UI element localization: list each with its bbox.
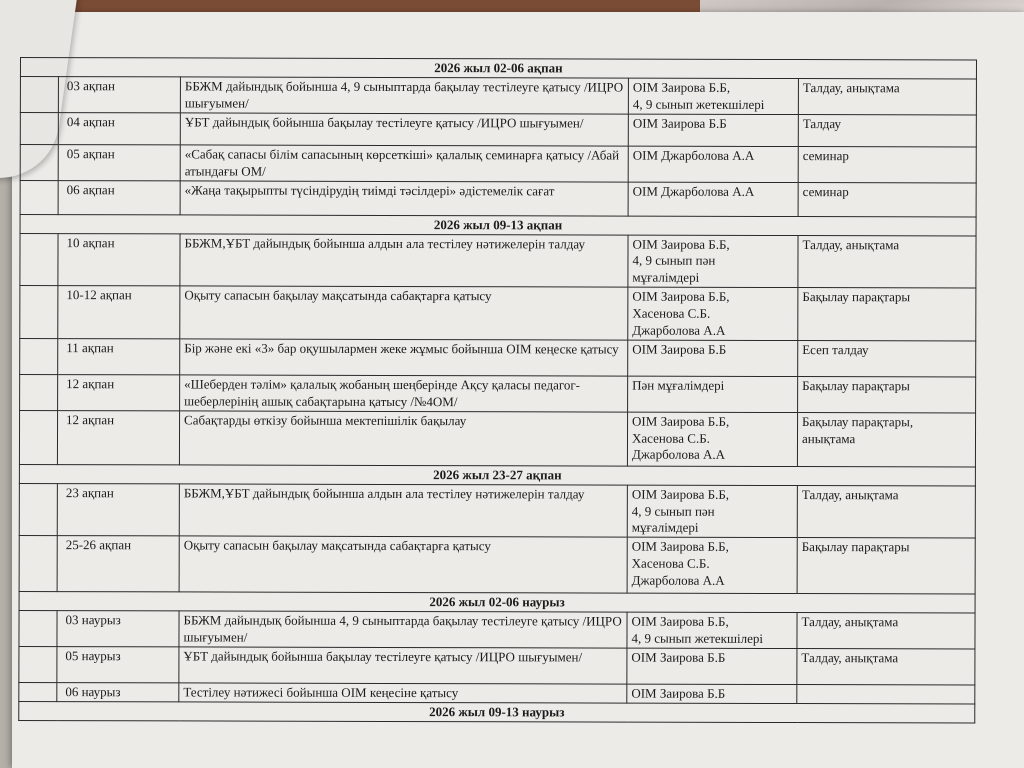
responsible-cell: ОІМ Заирова Б.Б, 4, 9 сынып жетекшілері: [628, 78, 798, 114]
event-cell: Оқыту сапасын бақылау мақсатында сабақтарға қатысу: [179, 536, 627, 593]
date-cell: 05 наурыз: [57, 647, 179, 683]
schedule-table: [18, 57, 977, 724]
index-cell: [19, 410, 57, 464]
table-row: [20, 233, 976, 288]
form-cell: Бақылау парақтары: [798, 376, 976, 412]
table-row: [19, 483, 975, 538]
table-row: [20, 180, 976, 217]
form-cell: Есеп талдау: [798, 340, 976, 376]
form-cell: Талдау, анықтама: [798, 235, 976, 288]
form-cell: Талдау, анықтама: [797, 649, 975, 685]
date-cell: 05 ақпан: [58, 144, 180, 180]
date-cell: 12 ақпан: [58, 375, 180, 411]
index-cell: [20, 374, 58, 410]
date-cell: 11 ақпан: [58, 339, 180, 375]
index-cell: [20, 144, 58, 180]
form-cell: [797, 685, 975, 704]
index-cell: [20, 112, 58, 144]
event-cell: ҰБТ дайындық бойынша бақылау тестілеуге қатысу /ИЦРО шығуымен/: [180, 113, 628, 146]
table-row: [19, 647, 975, 686]
event-cell: «Сабақ сапасы білім сапасының көрсеткіші» қалалық семинарға қатысу /Абай атындағы ОМ/: [180, 145, 628, 182]
week-header-row: [19, 592, 975, 614]
table-row: [19, 410, 975, 467]
event-cell: ББЖМ дайындық бойынша 4, 9 сыныптарда бақылау тестілеуге қатысу /ИЦРО шығуымен/: [179, 611, 627, 648]
index-cell: [20, 233, 58, 286]
week-header: 2026 жыл 23-27 ақпан: [19, 464, 975, 486]
date-cell: 25-26 ақпан: [57, 536, 179, 592]
date-cell: 12 ақпан: [57, 410, 179, 464]
event-cell: Бір және екі «3» бар оқушылармен жеке жұмыс бойынша ОІМ кеңеске қатысу: [180, 339, 628, 376]
responsible-cell: ОІМ Заирова Б.Б: [628, 114, 798, 146]
event-cell: ҰБТ дайындық бойынша бақылау тестілеуге қатысу /ИЦРО шығуымен/: [179, 647, 627, 684]
week-header: 2026 жыл 02-06 ақпан: [20, 58, 976, 80]
event-cell: Сабақтарды өткізу бойынша мектепішілік бақылау: [179, 411, 627, 466]
index-cell: [19, 536, 57, 592]
responsible-cell: Пән мұғалімдері: [628, 376, 798, 412]
event-cell: Оқыту сапасын бақылау мақсатында сабақтарға қатысу: [180, 286, 628, 340]
responsible-cell: ОІМ Заирова Б.Б: [627, 684, 797, 703]
event-cell: ББЖМ дайындық бойынша 4, 9 сыныптарда бақылау тестілеуге қатысу /ИЦРО шығуымен/: [180, 77, 628, 114]
index-cell: [19, 683, 57, 702]
form-cell: Бақылау парақтары, анықтама: [797, 412, 975, 466]
table-row: [20, 338, 976, 377]
date-cell: 06 ақпан: [58, 180, 180, 214]
table-row: [20, 112, 976, 147]
table-row: [20, 374, 976, 412]
table-row: [20, 144, 976, 182]
responsible-cell: ОІМ Заирова Б.Б, Хасенова С.Б. Джарболова А.А: [628, 287, 798, 340]
date-cell: 03 наурыз: [57, 611, 179, 647]
form-cell: Бақылау парақтары: [797, 538, 975, 594]
week-header: 2026 жыл 02-06 наурыз: [19, 592, 975, 614]
form-cell: Талдау, анықтама: [797, 613, 975, 649]
responsible-cell: ОІМ Заирова Б.Б, Хасенова С.Б. Джарболова А.А: [627, 537, 797, 593]
event-cell: ББЖМ,ҰБТ дайындық бойынша алдын ала тестілеу нәтижелерін талдау: [179, 484, 627, 538]
date-cell: 10-12 ақпан: [58, 286, 180, 339]
date-cell: 10 ақпан: [58, 233, 180, 286]
index-cell: [19, 647, 57, 683]
table-row: [19, 683, 975, 704]
week-header-row: [19, 702, 975, 724]
table-row: [19, 611, 975, 649]
responsible-cell: ОІМ Джарболова А.А: [628, 182, 798, 216]
index-cell: [20, 338, 58, 374]
date-cell: 03 ақпан: [58, 77, 180, 113]
responsible-cell: ОІМ Заирова Б.Б: [627, 648, 797, 684]
responsible-cell: ОІМ Заирова Б.Б: [628, 340, 798, 376]
responsible-cell: ОІМ Заирова Б.Б, 4, 9 сынып пән мұғалімдері: [628, 235, 798, 288]
date-cell: 06 наурыз: [57, 683, 179, 702]
index-cell: [19, 611, 57, 647]
week-header-row: [20, 58, 976, 80]
responsible-cell: ОІМ Джарболова А.А: [628, 146, 798, 182]
week-header: 2026 жыл 09-13 ақпан: [20, 214, 976, 236]
form-cell: Талдау, анықтама: [798, 79, 976, 115]
event-cell: «Жаңа тақырыпты түсіндірудің тиімді тәсілдері» әдістемелік сағат: [180, 180, 628, 215]
table-row: [20, 286, 976, 341]
form-cell: Талдау, анықтама: [797, 485, 975, 538]
form-cell: Талдау: [798, 114, 976, 146]
responsible-cell: ОІМ Заирова Б.Б, 4, 9 сынып жетекшілері: [627, 612, 797, 648]
table-row: [19, 536, 975, 595]
event-cell: Тестілеу нәтижесі бойынша ОІМ кеңесіне қатысу: [179, 683, 627, 703]
week-header-row: [20, 214, 976, 236]
date-cell: 04 ақпан: [58, 112, 180, 144]
event-cell: «Шеберден тәлім» қалалық жобаның шеңберінде Ақсу қаласы педагог-шеберлерінің ашық сабақтарына қатысу /№4ОМ/: [180, 375, 628, 412]
form-cell: Бақылау парақтары: [798, 288, 976, 341]
index-cell: [20, 180, 58, 214]
responsible-cell: ОІМ Заирова Б.Б, Хасенова С.Б. Джарболова А.А: [627, 412, 797, 466]
event-cell: ББЖМ,ҰБТ дайындық бойынша алдын ала тестілеу нәтижелерін талдау: [180, 233, 628, 287]
date-cell: 23 ақпан: [57, 483, 179, 536]
index-cell: [19, 483, 57, 536]
schedule-document: [18, 57, 976, 724]
week-header: 2026 жыл 09-13 наурыз: [19, 702, 975, 724]
form-cell: семинар: [798, 146, 976, 182]
table-row: [20, 77, 976, 115]
index-cell: [20, 286, 58, 339]
responsible-cell: ОІМ Заирова Б.Б, 4, 9 сынып пән мұғалімдері: [627, 485, 797, 538]
form-cell: семинар: [798, 182, 976, 216]
week-header-row: [19, 464, 975, 486]
index-cell: [20, 77, 58, 113]
